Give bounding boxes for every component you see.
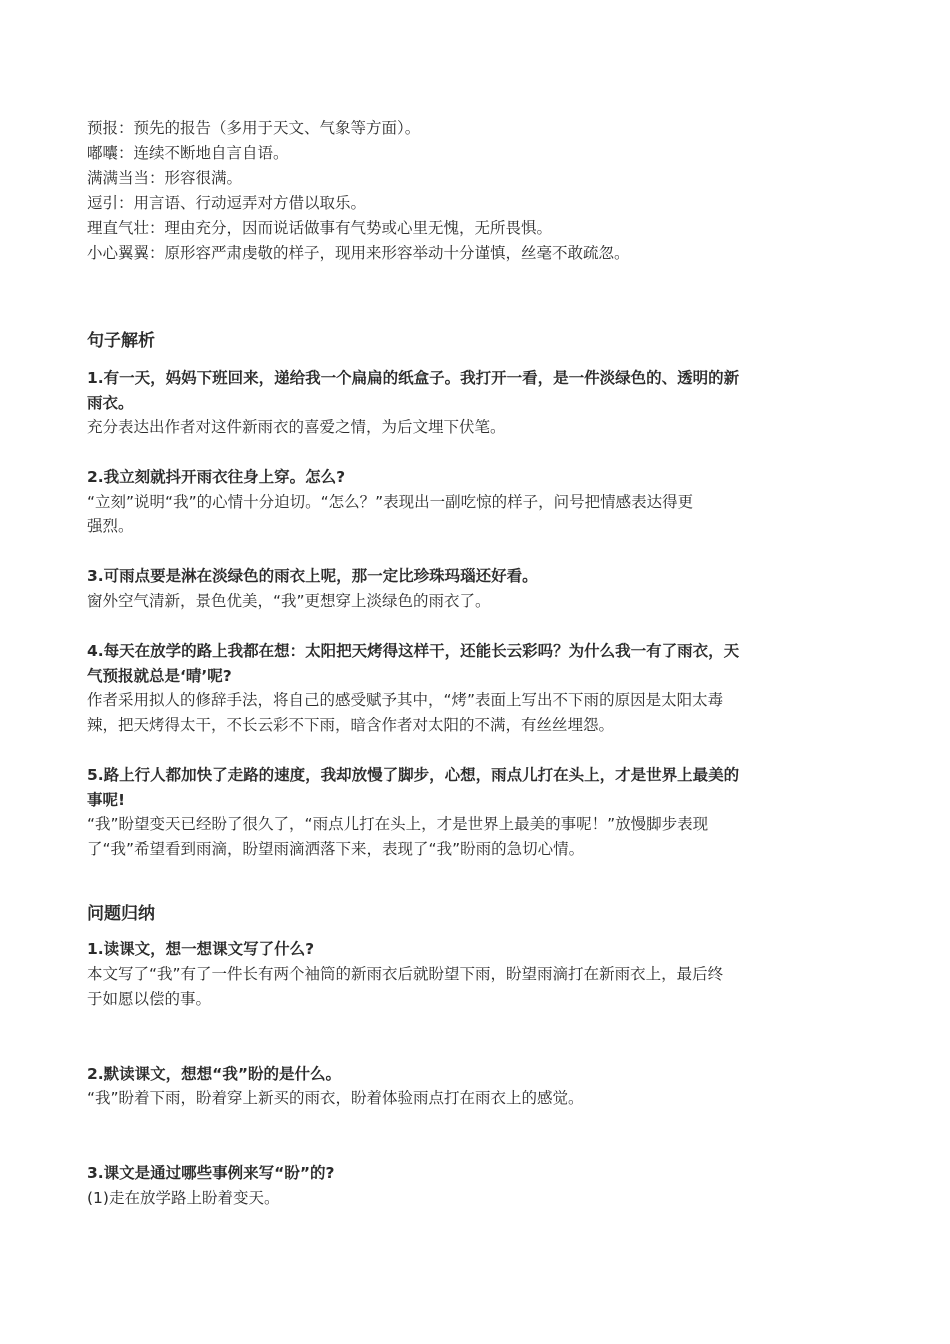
answer-line: 了“我”希望看到雨滴，盼望雨滴洒落下来，表现了“我”盼雨的急切心情。: [87, 840, 585, 858]
question-line: 3.课文是通过哪些事例来写“盼”的?: [87, 1164, 335, 1182]
section-heading: 句子解析: [87, 331, 155, 351]
answer-line: “立刻”说明“我”的心情十分迫切。“怎么？”表现出一副吃惊的样子，问号把情感表达得更: [87, 493, 694, 511]
question-line: 3.可雨点要是淋在淡绿色的雨衣上呢，那一定比珍珠玛瑙还好看。: [87, 567, 538, 585]
question-line: 事呢!: [87, 791, 126, 809]
question-line: 雨衣。: [87, 394, 134, 412]
answer-line: “我”盼望变天已经盼了很久了，“雨点儿打在头上，才是世界上最美的事呢！”放慢脚步表现: [87, 815, 709, 833]
vocab-line: 满满当当：形容很满。: [87, 169, 243, 187]
question-line: 气预报就总是‘晴’呢?: [87, 667, 232, 685]
answer-line: 强烈。: [87, 517, 134, 535]
question-line: 4.每天在放学的路上我都在想：太阳把天烤得这样干，还能长云彩吗？为什么我一有了雨衣，天: [87, 642, 740, 660]
question-line: 1.读课文，想一想课文写了什么?: [87, 940, 315, 958]
question-line: 5.路上行人都加快了走路的速度，我却放慢了脚步，心想，雨点儿打在头上，才是世界上最美的: [87, 766, 740, 784]
answer-line: 辣，把天烤得太干，不长云彩不下雨，暗含作者对太阳的不满，有丝丝埋怨。: [87, 716, 615, 734]
question-line: 2.我立刻就抖开雨衣往身上穿。怎么?: [87, 468, 346, 486]
vocab-line: 嘟囔：连续不断地自言自语。: [87, 144, 289, 162]
vocab-line: 预报：预先的报告（多用于天文、气象等方面）。: [87, 119, 421, 137]
vocab-line: 小心翼翼：原形容严肃虔敬的样子，现用来形容举动十分谨慎，丝毫不敢疏忽。: [87, 244, 630, 262]
answer-line: “我”盼着下雨，盼着穿上新买的雨衣，盼着体验雨点打在雨衣上的感觉。: [87, 1089, 584, 1107]
answer-line: 作者采用拟人的修辞手法，将自己的感受赋予其中，“烤”表面上写出不下雨的原因是太阳太毒: [87, 691, 724, 709]
vocab-line: 逗引：用言语、行动逗弄对方借以取乐。: [87, 194, 367, 212]
answer-line: (1)走在放学路上盼着变天。: [87, 1189, 280, 1207]
vocab-line: 理直气壮：理由充分，因而说话做事有气势或心里无愧，无所畏惧。: [87, 219, 553, 237]
answer-line: 充分表达出作者对这件新雨衣的喜爱之情，为后文埋下伏笔。: [87, 418, 506, 436]
question-line: 1.有一天，妈妈下班回来，递给我一个扁扁的纸盒子。我打开一看，是一件淡绿色的、透明的新: [87, 369, 740, 387]
answer-line: 本文写了“我”有了一件长有两个袖筒的新雨衣后就盼望下雨，盼望雨滴打在新雨衣上，最后终: [87, 965, 724, 983]
question-line: 2.默读课文，想想“我”盼的是什么。: [87, 1065, 342, 1083]
answer-line: 于如愿以偿的事。: [87, 990, 212, 1008]
answer-line: 窗外空气清新，景色优美，“我”更想穿上淡绿色的雨衣了。: [87, 592, 491, 610]
section-heading: 问题归纳: [87, 904, 155, 924]
